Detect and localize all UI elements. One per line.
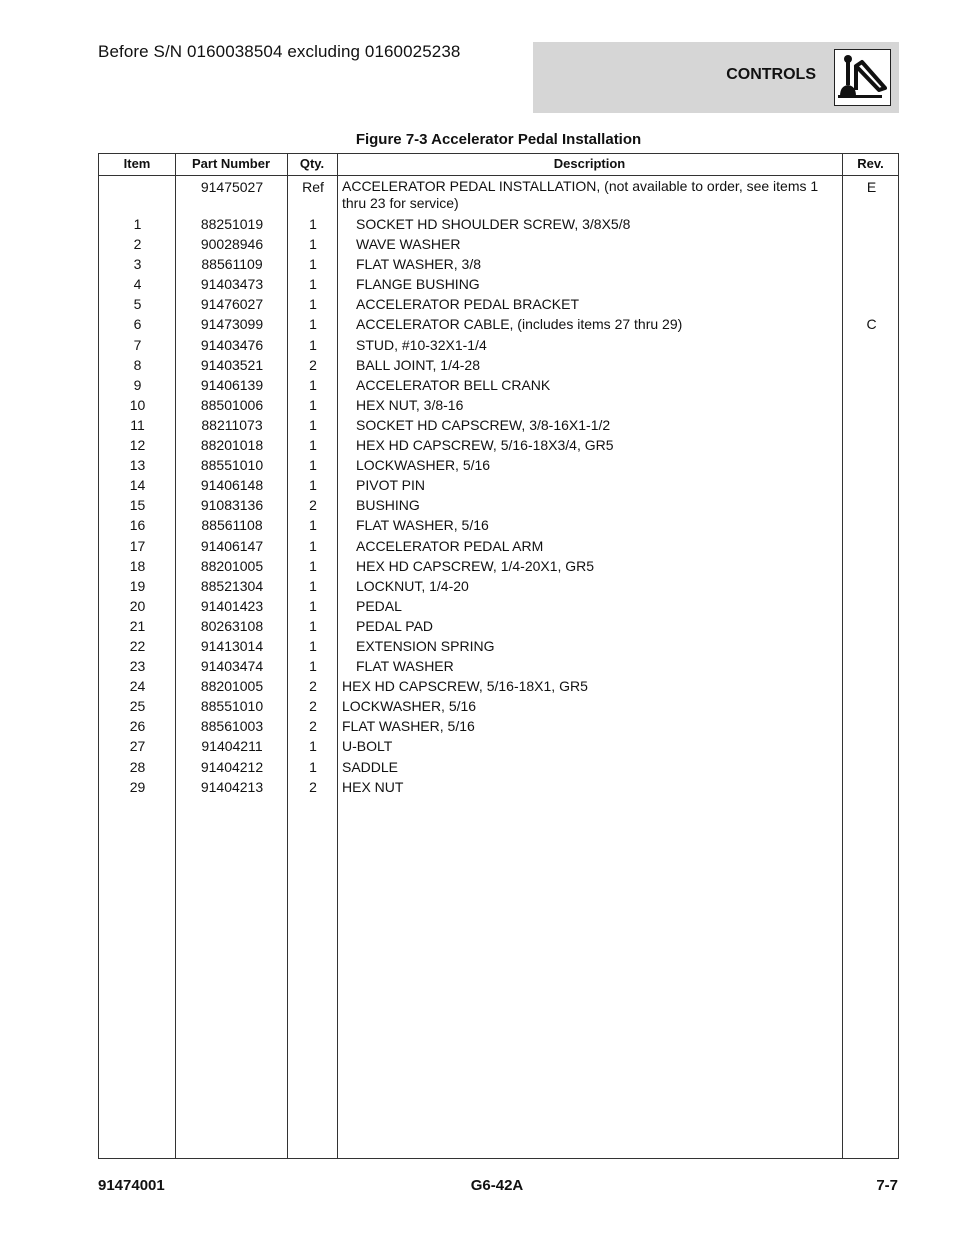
item-cell: 17	[129, 537, 146, 554]
item-cell: 11	[130, 416, 145, 433]
header-rev: Rev.	[857, 156, 884, 171]
part-number-cell: 88551010	[200, 457, 264, 474]
part-number-cell: 91476027	[200, 296, 264, 313]
section-header	[533, 42, 899, 113]
part-number-cell: 91404211	[201, 738, 263, 755]
description-cell: LOCKWASHER, 5/16	[342, 698, 477, 715]
part-number-cell: 88201018	[200, 437, 264, 454]
qty-cell: 1	[309, 416, 317, 433]
qty-cell: 2	[309, 678, 317, 695]
part-number-cell: 88251019	[200, 216, 264, 232]
description-cell: ACCELERATOR PEDAL INSTALLATION, (not available to order, see items 1 thru 23 for service)	[342, 178, 819, 211]
table-row	[99, 335, 898, 355]
item-cell: 23	[129, 658, 146, 675]
item-cell: 8	[133, 356, 142, 373]
table-row	[99, 716, 898, 736]
qty-cell: 2	[309, 356, 317, 373]
qty-cell: 1	[309, 236, 317, 253]
description-cell: ACCELERATOR BELL CRANK	[356, 376, 551, 393]
qty-cell: 1	[309, 557, 317, 574]
part-number-cell: 88561109	[201, 256, 263, 273]
description-cell: BALL JOINT, 1/4-28	[356, 356, 480, 373]
item-cell: 7	[133, 336, 142, 353]
qty-cell: 2	[309, 698, 317, 715]
part-number-cell: 91406147	[200, 537, 264, 554]
joystick-control-icon	[834, 49, 891, 106]
description-cell: FLANGE BUSHING	[356, 276, 480, 293]
qty-cell: 2	[309, 497, 317, 514]
table-header	[99, 154, 898, 175]
table-body	[99, 177, 898, 797]
description-cell: ACCELERATOR PEDAL ARM	[356, 537, 544, 554]
part-number-cell: 91403476	[200, 336, 264, 353]
item-cell: 28	[129, 758, 146, 775]
item-cell: 10	[129, 396, 146, 413]
part-number-cell: 88211073	[201, 416, 263, 433]
qty-cell: 1	[309, 658, 317, 675]
description-cell: ACCELERATOR PEDAL BRACKET	[356, 296, 580, 313]
table-row	[99, 435, 898, 455]
description-cell: FLAT WASHER, 5/16	[342, 718, 475, 735]
part-number-cell: 88561003	[200, 718, 264, 735]
table-row	[99, 375, 898, 395]
item-cell: 19	[129, 577, 146, 594]
item-cell: 16	[129, 517, 146, 534]
part-number-cell: 91403474	[200, 658, 264, 675]
header-part-number: Part Number	[191, 156, 271, 171]
qty-cell: Ref	[302, 179, 324, 195]
description-cell: SOCKET HD CAPSCREW, 3/8-16X1-1/2	[356, 416, 611, 433]
part-number-cell: 91083136	[200, 497, 264, 514]
footer-page-number: 7-7	[876, 1177, 898, 1194]
part-number-cell: 91403521	[200, 356, 264, 373]
part-number-cell: 91406139	[200, 376, 264, 393]
table-row	[99, 596, 898, 616]
footer-model: G6-42A	[470, 1177, 524, 1194]
description-cell: PIVOT PIN	[356, 477, 425, 494]
table-row	[99, 254, 898, 274]
part-number-cell: 88551010	[200, 698, 264, 715]
table-row	[99, 274, 898, 294]
section-title: CONTROLS	[726, 66, 816, 83]
description-cell: LOCKWASHER, 5/16	[356, 457, 491, 474]
part-number-cell: 80263108	[200, 617, 264, 634]
table-row	[99, 536, 898, 556]
item-cell: 21	[129, 617, 146, 634]
item-cell: 5	[133, 296, 142, 313]
part-number-cell: 91404212	[200, 758, 264, 775]
description-cell: STUD, #10-32X1-1/4	[356, 336, 487, 353]
item-cell: 1	[133, 216, 142, 232]
qty-cell: 1	[309, 396, 317, 413]
table-row	[99, 415, 898, 435]
table-row	[99, 656, 898, 676]
item-cell: 29	[129, 778, 146, 795]
part-number-cell: 88561108	[201, 517, 263, 534]
qty-cell: 1	[309, 296, 317, 313]
table-row	[99, 177, 898, 214]
item-cell: 27	[129, 738, 146, 755]
part-number-cell: 91406148	[200, 477, 264, 494]
part-number-cell: 91413014	[200, 637, 264, 654]
table-row	[99, 757, 898, 777]
description-cell: U-BOLT	[342, 738, 393, 755]
item-cell: 26	[129, 718, 146, 735]
qty-cell: 1	[309, 617, 317, 634]
qty-cell: 1	[309, 316, 317, 333]
description-cell: SADDLE	[342, 758, 399, 775]
qty-cell: 1	[309, 276, 317, 293]
description-cell: SOCKET HD SHOULDER SCREW, 3/8X5/8	[356, 216, 631, 232]
qty-cell: 1	[309, 597, 317, 614]
description-cell: PEDAL PAD	[356, 617, 434, 634]
qty-cell: 1	[309, 477, 317, 494]
item-cell: 24	[129, 678, 146, 695]
item-cell: 12	[129, 437, 146, 454]
table-row	[99, 214, 898, 234]
description-cell: HEX HD CAPSCREW, 5/16-18X1, GR5	[342, 678, 588, 695]
qty-cell: 1	[309, 216, 317, 232]
part-number-cell: 91473099	[200, 316, 264, 333]
qty-cell: 1	[309, 758, 317, 775]
description-cell: ACCELERATOR CABLE, (includes items 27 thru 29)	[356, 316, 683, 333]
qty-cell: 2	[309, 718, 317, 735]
table-row	[99, 736, 898, 756]
qty-cell: 1	[309, 376, 317, 393]
table-row	[99, 676, 898, 696]
table-row	[99, 234, 898, 254]
qty-cell: 2	[309, 778, 317, 795]
table-row	[99, 495, 898, 515]
description-cell: EXTENSION SPRING	[356, 637, 495, 654]
item-cell: 9	[133, 376, 142, 393]
item-cell: 20	[129, 597, 146, 614]
description-cell: HEX NUT, 3/8-16	[356, 396, 464, 413]
parts-table	[98, 153, 899, 1159]
description-cell: HEX HD CAPSCREW, 1/4-20X1, GR5	[356, 557, 595, 574]
table-row	[99, 314, 898, 334]
qty-cell: 1	[309, 637, 317, 654]
part-number-cell: 88521304	[200, 577, 264, 594]
table-row	[99, 355, 898, 375]
header-description: Description	[553, 156, 626, 171]
table-row	[99, 616, 898, 636]
part-number-cell: 90028946	[200, 236, 264, 253]
table-row	[99, 294, 898, 314]
table-row	[99, 395, 898, 415]
header-qty: Qty.	[299, 156, 325, 171]
qty-cell: 1	[309, 336, 317, 353]
qty-cell: 1	[309, 437, 317, 454]
table-row	[99, 636, 898, 656]
description-cell: FLAT WASHER, 3/8	[356, 256, 481, 273]
table-row	[99, 455, 898, 475]
qty-cell: 1	[309, 738, 317, 755]
rev-cell: E	[866, 179, 877, 195]
table-row	[99, 515, 898, 535]
table-row	[99, 696, 898, 716]
qty-cell: 1	[309, 577, 317, 594]
part-number-cell: 91404213	[200, 778, 264, 795]
part-number-cell: 88501006	[200, 396, 264, 413]
item-cell: 22	[129, 637, 146, 654]
item-cell: 15	[129, 497, 146, 514]
description-cell: BUSHING	[356, 497, 420, 514]
item-cell: 13	[129, 457, 146, 474]
footer-document-number: 91474001	[98, 1177, 165, 1194]
serial-note: Before S/N 0160038504 excluding 0160025238	[98, 42, 461, 61]
part-number-cell: 91475027	[200, 179, 264, 195]
rev-cell: C	[866, 316, 877, 333]
item-cell: 18	[129, 557, 146, 574]
table-row	[99, 475, 898, 495]
part-number-cell: 88201005	[200, 678, 264, 695]
item-cell: 2	[133, 236, 142, 253]
table-row	[99, 777, 898, 797]
part-number-cell: 88201005	[200, 557, 264, 574]
item-cell: 14	[129, 477, 146, 494]
description-cell: PEDAL	[356, 597, 402, 614]
description-cell: LOCKNUT, 1/4-20	[356, 577, 469, 594]
description-cell: WAVE WASHER	[356, 236, 461, 253]
description-cell: HEX HD CAPSCREW, 5/16-18X3/4, GR5	[356, 437, 614, 454]
item-cell: 4	[133, 276, 142, 293]
part-number-cell: 91401423	[200, 597, 264, 614]
item-cell: 3	[133, 256, 142, 273]
figure-title: Figure 7-3 Accelerator Pedal Installation	[355, 131, 642, 148]
item-cell: 6	[133, 316, 142, 333]
table-row	[99, 576, 898, 596]
qty-cell: 1	[309, 256, 317, 273]
part-number-cell: 91403473	[200, 276, 264, 293]
item-cell: 25	[129, 698, 146, 715]
qty-cell: 1	[309, 537, 317, 554]
qty-cell: 1	[309, 517, 317, 534]
description-cell: HEX NUT	[342, 778, 404, 795]
description-cell: FLAT WASHER	[356, 658, 454, 675]
header-item: Item	[123, 156, 151, 171]
description-cell: FLAT WASHER, 5/16	[356, 517, 489, 534]
qty-cell: 1	[309, 457, 317, 474]
table-row	[99, 556, 898, 576]
